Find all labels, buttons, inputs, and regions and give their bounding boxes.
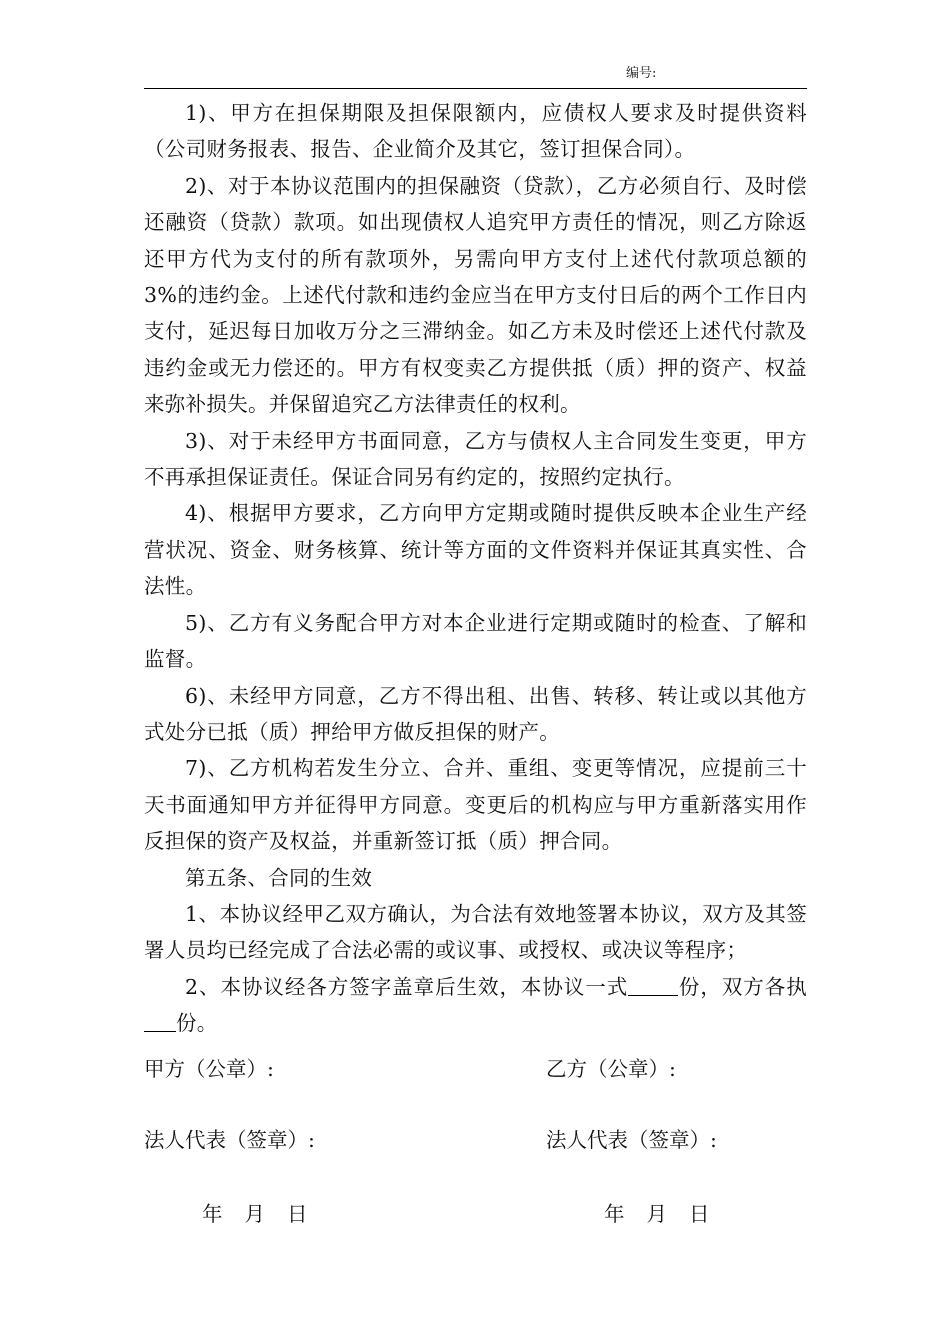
contract-body: [144, 95, 807, 1042]
date-month-label: 月: [646, 1202, 667, 1226]
clause-4: 4)、根据甲方要求，乙方向甲方定期或随时提供反映本企业生产经营状况、资金、财务核算、统计等方面的文件资料并保证其真实性、合法性。: [144, 501, 807, 599]
document-number-label: 编号:: [626, 66, 657, 81]
clause-7: 7)、乙方机构若发生分立、合并、重组、变更等情况，应提前三十天书面通知甲方并征得甲方同意。变更后的机构应与甲方重新落实用作反担保的资产及权益，并重新签订抵（质）押合同。: [144, 756, 807, 854]
party-a-legal-rep-label: 法人代表（签章）:: [144, 1128, 315, 1152]
article-5-heading: 第五条、合同的生效: [185, 865, 373, 890]
party-b-date: [604, 1200, 710, 1228]
copies-text-3: 份。: [176, 1011, 218, 1036]
clause-2: 2)、对于本协议范围内的担保融资（贷款），乙方必须自行、及时偿还融资（贷款）款项。如出现债权人追究甲方责任的情况，则乙方除返还甲方代为支付的所有款项外，另需向甲方支付上述代付款项总额的 3%的违约金。上述代付款和违约金应当在甲方支付日后的两个工作日内支付，延迟每日加收万分之三滞纳金。如乙方未及时偿还上述代付款及违约金或无力偿还的。甲方有权变卖乙方提供抵（质）押的资产、权益来弥补损失。并保留追究乙方法律责任的权利。: [144, 173, 807, 417]
effectiveness-clause-2: [144, 969, 807, 1042]
date-year-label: 年: [604, 1202, 625, 1226]
date-month-label: 月: [244, 1202, 265, 1226]
clause-3: 3)、对于未经甲方书面同意，乙方与债权人主合同发生变更，甲方不再承担保证责任。保证合同另有约定的，按照约定执行。: [144, 428, 807, 490]
copies-text-1: 2、本协议经各方签字盖章后生效，本协议一式: [185, 974, 629, 999]
copies-total-blank: [628, 974, 678, 996]
party-b-seal-label: 乙方（公章）:: [546, 1057, 676, 1081]
party-b-legal-rep-label: 法人代表（签章）:: [546, 1128, 717, 1152]
clause-5: 5)、乙方有义务配合甲方对本企业进行定期或随时的检查、了解和监督。: [144, 610, 807, 672]
date-day-label: 日: [287, 1202, 308, 1226]
header-divider: [144, 88, 807, 89]
party-a-seal-label: 甲方（公章）:: [144, 1057, 274, 1081]
party-a-date: [202, 1200, 308, 1228]
clause-6: 6)、未经甲方同意，乙方不得出租、出售、转移、转让或以其他方式处分已抵（质）押给甲方做反担保的财产。: [144, 683, 807, 744]
date-year-label: 年: [202, 1202, 223, 1226]
effectiveness-clause-1: 1、本协议经甲乙双方确认，为合法有效地签署本协议，双方及其签署人员均已经完成了合法必需的或议事、或授权、或决议等程序；: [144, 901, 807, 963]
clause-1: 1)、甲方在担保期限及担保限额内，应债权人要求及时提供资料（公司财务报表、报告、企业简介及其它，签订担保合同）。: [144, 101, 807, 162]
date-day-label: 日: [689, 1202, 710, 1226]
copies-each-blank: [144, 1011, 176, 1033]
copies-text-2: 份，双方各执: [678, 974, 807, 999]
